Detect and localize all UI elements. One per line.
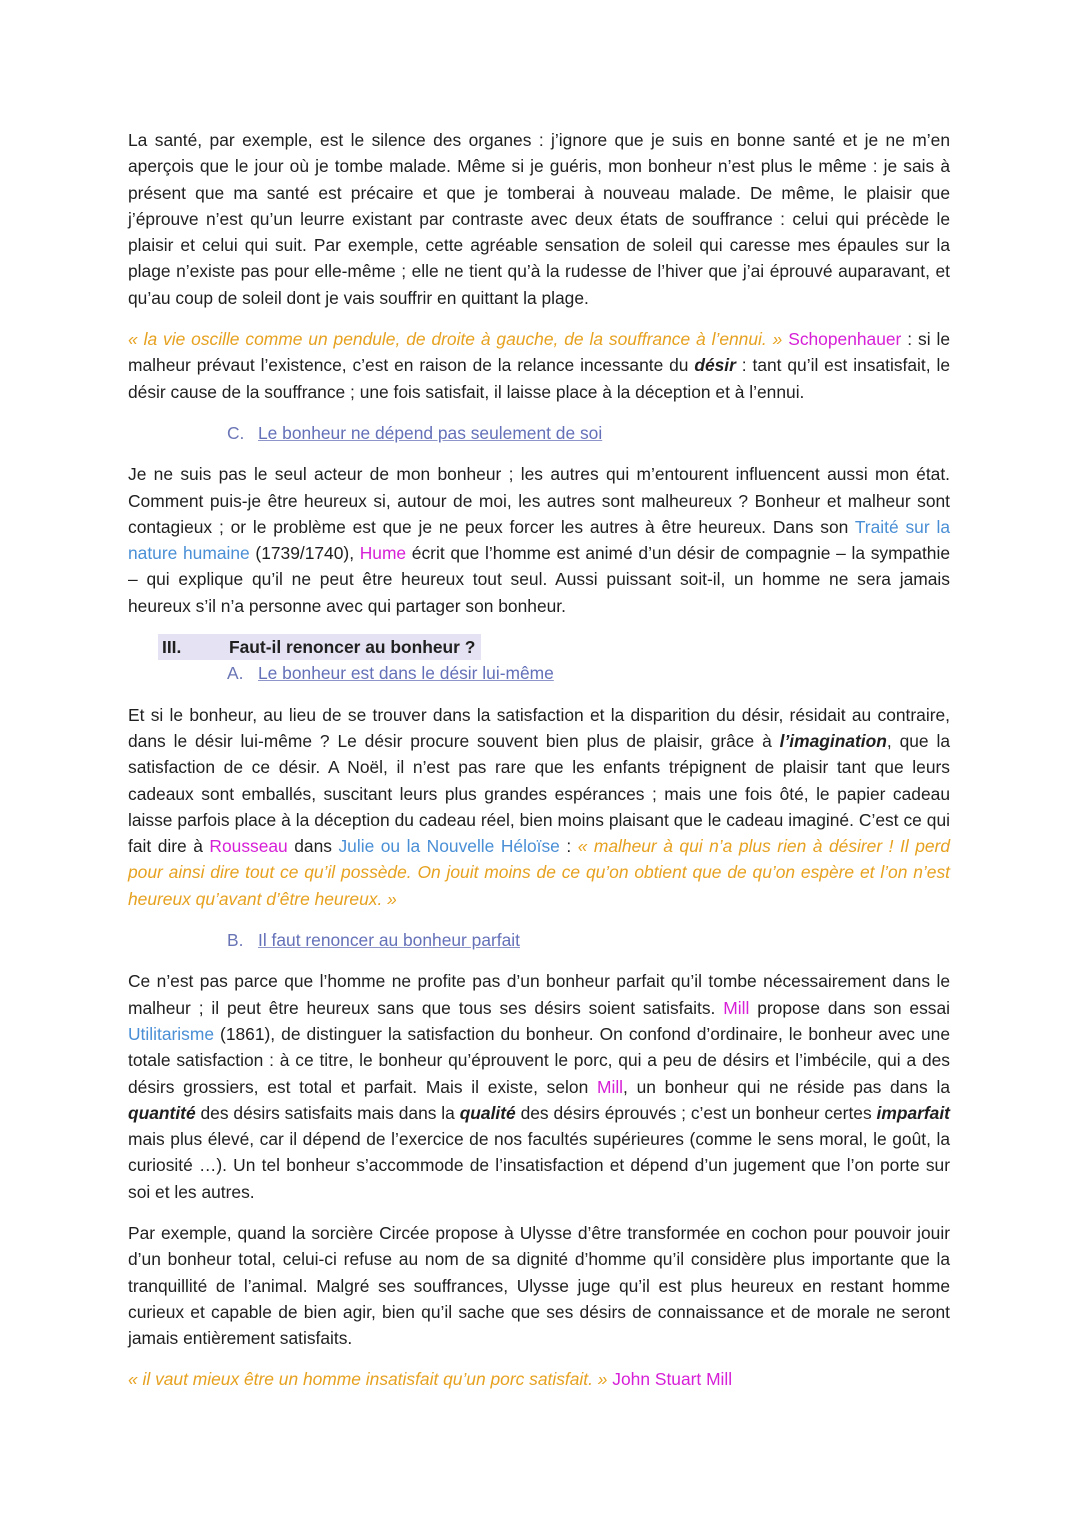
work-julie: Julie ou la Nouvelle Héloïse: [338, 836, 560, 857]
keyword-imparfait: imparfait: [876, 1102, 950, 1123]
author-schopenhauer: Schopenhauer: [788, 329, 902, 350]
work-traite-nature-humaine: Traité sur la nature humaine: [128, 516, 950, 564]
quote-mill: « il vaut mieux être un homme insatisfait qu’un porc satisfait. »: [128, 1369, 608, 1390]
subheading-c-title[interactable]: Le bonheur ne dépend pas seulement de soi: [258, 422, 603, 443]
author-rousseau: Rousseau: [209, 836, 288, 857]
subheading-a: A. Le bonheur est dans le désir lui-même: [227, 663, 554, 684]
subheading-c: C. Le bonheur ne dépend pas seulement de soi: [227, 422, 603, 443]
section-iii-row: [128, 634, 950, 660]
subheading-a-title[interactable]: Le bonheur est dans le désir lui-même: [258, 663, 554, 684]
author-mill: Mill: [723, 997, 750, 1018]
subheading-b-title[interactable]: Il faut renoncer au bonheur parfait: [258, 930, 520, 951]
paragraph-ulysse: Par exemple, quand la sorcière Circée propose à Ulysse d’être transformée en cochon pour pouvoir jouir d’un bonheur total, celui-ci refuse au nom de sa dignité d’homme qu’il considère plus importante que la tranquillité de l’animal. Malgré ses souffrances, Ulysse juge qu’il est plus heureux en restant homme curieux et capable de bien agir, bien qu’il sache que ses désirs de connaissance et de morale ne seront jamais entièrement satisfaits.: [128, 1222, 950, 1349]
section-iii-title: Faut-il renoncer au bonheur ?: [229, 637, 476, 658]
keyword-desir: désir: [694, 355, 736, 376]
author-hume: Hume: [359, 543, 407, 564]
keyword-imagination: l’imagination: [779, 730, 887, 751]
work-utilitarisme: Utilitarisme: [128, 1023, 214, 1044]
closing-quote: [128, 1366, 950, 1392]
paragraph-mill: Ce n’est pas parce que l’homme ne profite pas d’un bonheur parfait qu’il tombe nécessairement dans le malheur ; il peut être heureux sans que tous ses désirs soient satisfaits. Mill propose dans son essai Utilitarisme (1861), de distinguer la satisfaction du bonheur. On confond d’ordinaire, le bonheur avec une totale satisfaction : à ce titre, le bonheur qu’éprouvent le porc, qui a peu de désirs et l’imbécile, qui a des désirs grossiers, est total et parfait. Mais il existe, selon Mill, un bonheur qui ne réside pas dans la quantité des désirs satisfaits mais dans la qualité des désirs éprouvés ; c’est un bonheur certes imparfait mais plus élevé, car il dépend de l’exercice de nos facultés supérieures (comme le sens moral, le goût, la curiosité …). Un tel bonheur s’accommode de l’insatisfaction et dépend d’un jugement que l’on porte sur soi et les autres.: [128, 971, 950, 1202]
keyword-quantite: quantité: [128, 1102, 196, 1123]
author-mill-2: Mill: [596, 1076, 624, 1097]
keyword-qualite: qualité: [459, 1102, 516, 1123]
paragraph-rousseau: Et si le bonheur, au lieu de se trouver dans la satisfaction et la disparition du désir, résidait au contraire, dans le désir lui-même ? Le désir procure souvent bien plus de plaisir, grâce à l’imagination, que la satisfaction de ce désir. A Noël, il n’est pas rare que les enfants trépignent de plaisir tant que leurs cadeaux sont emballés, suscitant leurs plus grandes espérances ; mais une fois ôté, le papier cadeau laisse parfois place à la déception du cadeau réel, bien moins plaisant que le cadeau imaginé. C’est ce qui fait dire à Rousseau dans Julie ou la Nouvelle Héloïse : « malheur à qui n’a plus rien à désirer ! Il perd pour ainsi dire tout ce qu’il possède. On jouit moins de ce qu’on obtient que de qu’on espère et l’on n’est heureux qu’avant d’être heureux. »: [128, 704, 951, 909]
author-john-stuart-mill: John Stuart Mill: [612, 1369, 733, 1390]
quote-rousseau: « malheur à qui n’a plus rien à désirer ! Il perd pour ainsi dire tout ce qu’il possède. On jouit moins de ce qu’on obtient que de qu’on espère et l’on n’est heureux qu’avant d’être heureux. »: [128, 836, 951, 909]
document-body: [128, 127, 950, 1393]
subheading-b: B. Il faut renoncer au bonheur parfait: [227, 930, 520, 951]
paragraph-hume: Je ne suis pas le seul acteur de mon bonheur ; les autres qui m’entourent influencent aussi mon état. Comment puis-je être heureux si, autour de moi, les autres sont malheureux ? Bonheur et malheur sont contagieux ; or le problème est que je ne peux forcer les autres à être heureux. Dans son Traité sur la nature humaine (1739/1740), Hume écrit que l’homme est animé d’un désir de compagnie – la sympathie – qui explique qu’il ne peut être heureux tout seul. Aussi puissant soit-il, un homme ne sera jamais heureux s’il n’a personne avec qui partager son bonheur.: [128, 464, 950, 616]
quote-schopenhauer: « la vie oscille comme un pendule, de droite à gauche, de la souffrance à l’ennui. »: [128, 329, 783, 350]
paragraph-schopenhauer: « la vie oscille comme un pendule, de droite à gauche, de la souffrance à l’ennui. » Schopenhauer : si le malheur prévaut l’existence, c’est en raison de la relance incessante du désir : tant qu’il est insatisfait, le désir cause de la souffrance ; une fois satisfait, il laisse place à la déception et à l’ennui.: [128, 329, 951, 402]
section-iii-heading: III. Faut-il renoncer au bonheur ?: [158, 634, 481, 660]
paragraph-health: La santé, par exemple, est le silence des organes : j’ignore que je suis en bonne santé et je ne m’en aperçois que le jour où je tombe malade. Même si je guéris, mon bonheur n’est plus le même : je sais à présent que ma santé est précaire et que je tomberai à nouveau malade. De même, le plaisir que j’éprouve n’est qu’un leurre existant par contraste avec deux états de souffrance : celui qui précède le plaisir et celui qui suit. Par exemple, cette agréable sensation de soleil qui caresse mes épaules sur la plage n’existe pas pour elle-même ; elle ne tient qu’à la rudesse de l’hiver que j’ai éprouvé auparavant, et qu’au coup de soleil dont je vais souffrir en quittant la plage.: [128, 130, 950, 308]
